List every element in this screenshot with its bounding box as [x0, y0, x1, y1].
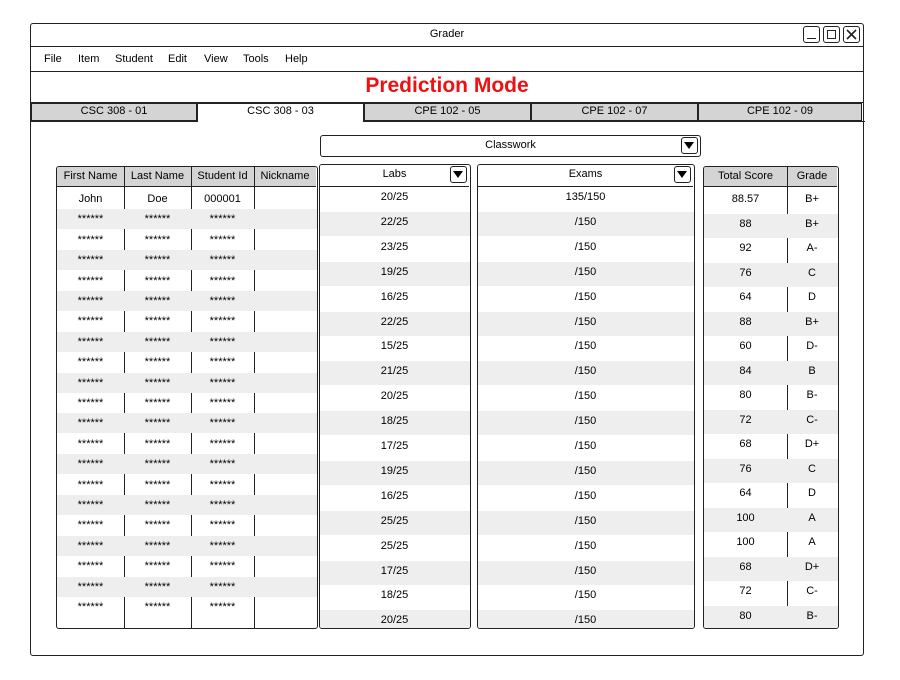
exams-cell[interactable]: /150 [574, 489, 597, 502]
total-score-cell: 72 [739, 413, 752, 426]
table-cell: ****** [77, 580, 104, 593]
table-cell: ****** [144, 580, 171, 593]
exams-cell[interactable]: /150 [574, 415, 597, 428]
table-cell: ****** [144, 315, 171, 328]
grade-cell: C [808, 462, 816, 475]
column-divider [254, 167, 255, 628]
table-cell: ****** [209, 233, 236, 246]
table-cell: ****** [209, 519, 236, 532]
total-score-cell: 100 [736, 536, 755, 548]
table-cell: ****** [209, 458, 236, 471]
exams-cell[interactable]: /150 [574, 265, 597, 278]
classwork-dropdown-label: Classwork [485, 139, 536, 151]
total-score-cell: 92 [739, 242, 752, 254]
table-cell: ****** [209, 335, 236, 348]
menu-tools[interactable]: Tools [243, 53, 269, 65]
table-cell: ****** [209, 274, 236, 287]
chevron-down-icon[interactable] [674, 166, 691, 183]
table-cell: ****** [144, 397, 171, 409]
table-cell: ****** [209, 601, 236, 613]
labs-dropdown-label: Labs [382, 168, 407, 180]
total-score-cell: 76 [739, 266, 752, 279]
total-score-cell: 84 [739, 364, 752, 377]
table-cell: ****** [144, 499, 171, 511]
labs-cell[interactable]: 17/25 [380, 564, 409, 577]
exams-cell[interactable]: /150 [574, 315, 597, 328]
total-score-cell: 80 [739, 389, 752, 401]
grade-cell: C- [806, 585, 818, 597]
chevron-down-icon[interactable] [681, 137, 698, 154]
mode-banner: Prediction Mode [31, 72, 863, 103]
tab-csc-308-01[interactable]: CSC 308 - 01 [31, 103, 197, 121]
exams-column [477, 164, 695, 629]
grade-cell: B- [806, 389, 818, 401]
grade-cell: B [808, 364, 816, 377]
table-cell: ****** [144, 437, 171, 450]
table-cell: ****** [209, 580, 236, 593]
table-cell: ****** [77, 417, 104, 430]
table-cell: ****** [77, 437, 104, 450]
table-cell: ****** [77, 315, 104, 328]
grade-cell: D+ [804, 560, 820, 573]
total-score-cell: 76 [739, 462, 752, 475]
labs-cell[interactable]: 25/25 [380, 514, 409, 527]
students-table [56, 166, 318, 629]
grade-cell: B+ [805, 315, 819, 328]
labs-dropdown[interactable] [320, 165, 469, 187]
exams-cell[interactable]: /150 [574, 589, 597, 602]
table-cell: ****** [144, 601, 171, 613]
table-cell: ****** [77, 335, 104, 348]
table-cell: ****** [209, 356, 236, 369]
column-header: First Name [57, 167, 124, 187]
labs-cell[interactable]: 20/25 [380, 390, 409, 403]
total-score-cell: 100 [736, 511, 755, 524]
menu-bar [31, 47, 863, 72]
maximize-icon[interactable] [823, 26, 840, 43]
table-cell: ****** [144, 356, 171, 369]
table-cell: ****** [77, 478, 104, 491]
labs-cell[interactable]: 20/25 [380, 614, 409, 627]
title-bar [31, 24, 863, 47]
grade-cell: C- [806, 413, 818, 426]
table-cell: ****** [77, 213, 104, 226]
table-cell: ****** [144, 478, 171, 491]
table-cell: ****** [77, 499, 104, 511]
table-cell: ****** [77, 376, 104, 389]
column-header: Total Score [704, 167, 787, 187]
menu-file[interactable]: File [44, 53, 62, 65]
table-cell: ****** [77, 519, 104, 532]
labs-cell[interactable]: 18/25 [380, 589, 409, 602]
labs-cell[interactable]: 22/25 [380, 215, 409, 228]
table-cell: ****** [144, 295, 171, 307]
menu-view[interactable]: View [204, 53, 228, 65]
exams-cell[interactable]: /150 [574, 464, 597, 477]
table-cell: ****** [209, 295, 236, 307]
total-score-cell: 60 [739, 340, 752, 352]
chevron-down-icon[interactable] [450, 166, 467, 183]
table-cell: 000001 [204, 193, 241, 205]
table-cell: ****** [77, 356, 104, 369]
grade-cell: B+ [805, 193, 819, 205]
table-cell: ****** [77, 560, 104, 573]
exams-cell[interactable]: /150 [574, 514, 597, 527]
table-cell: ****** [144, 539, 171, 552]
grade-cell: A [808, 511, 816, 524]
exams-cell[interactable]: /150 [574, 539, 597, 552]
table-cell: ****** [77, 233, 104, 246]
exams-cell[interactable]: /150 [574, 390, 597, 403]
total-score-cell: 72 [739, 585, 752, 597]
grade-cell: C [808, 266, 816, 279]
close-icon[interactable] [843, 26, 860, 43]
grade-cell: D [808, 291, 816, 303]
table-cell: ****** [209, 499, 236, 511]
scores-table [703, 166, 839, 629]
table-cell: ****** [77, 274, 104, 287]
table-cell: Doe [147, 193, 168, 205]
column-header: Last Name [124, 167, 191, 187]
table-cell: ****** [209, 376, 236, 389]
exams-cell[interactable]: /150 [574, 564, 597, 577]
window-title: Grader [429, 28, 465, 40]
table-cell: ****** [209, 478, 236, 491]
exams-cell[interactable]: /150 [574, 215, 597, 228]
table-cell: ****** [77, 397, 104, 409]
grade-cell: D+ [804, 438, 820, 450]
grade-cell: B- [806, 609, 818, 622]
table-cell: ****** [144, 560, 171, 573]
menu-edit[interactable]: Edit [168, 53, 187, 65]
grader-window [30, 23, 864, 656]
total-score-cell: 68 [739, 438, 752, 450]
menu-student[interactable]: Student [115, 53, 153, 65]
tab-cpe-102-09[interactable]: CPE 102 - 09 [698, 103, 862, 121]
column-header: Nickname [254, 167, 316, 187]
table-cell: ****** [144, 458, 171, 471]
tab-cpe-102-07[interactable]: CPE 102 - 07 [531, 103, 698, 121]
table-cell: ****** [144, 233, 171, 246]
table-cell: ****** [144, 417, 171, 430]
column-header: Grade [787, 167, 837, 187]
exams-cell[interactable]: 135/150 [565, 191, 606, 203]
table-cell: ****** [209, 417, 236, 430]
table-cell: ****** [209, 213, 236, 226]
table-cell: ****** [77, 295, 104, 307]
total-score-cell: 68 [739, 560, 752, 573]
table-cell: ****** [209, 539, 236, 552]
labs-cell[interactable]: 17/25 [380, 440, 409, 452]
labs-cell[interactable]: 15/25 [380, 340, 409, 353]
menu-item[interactable]: Item [78, 53, 100, 65]
grade-cell: D- [806, 340, 818, 352]
tab-csc-308-03[interactable]: CSC 308 - 03 [197, 103, 364, 122]
table-cell: ****** [144, 335, 171, 348]
total-score-cell: 88 [739, 315, 752, 328]
divider [364, 121, 865, 122]
labs-cell[interactable]: 23/25 [380, 240, 409, 253]
divider [31, 121, 197, 122]
exams-cell[interactable]: /150 [574, 365, 597, 378]
exams-dropdown[interactable] [478, 165, 693, 187]
exams-cell[interactable]: /150 [574, 340, 597, 353]
exams-cell[interactable]: /150 [574, 440, 597, 452]
labs-cell[interactable]: 19/25 [380, 265, 409, 278]
table-cell: ****** [144, 274, 171, 287]
labs-cell[interactable]: 18/25 [380, 415, 409, 428]
exams-cell[interactable]: /150 [574, 614, 597, 627]
labs-column [319, 164, 471, 629]
labs-cell[interactable]: 16/25 [380, 489, 409, 502]
table-cell: ****** [209, 254, 236, 267]
table-cell: ****** [77, 254, 104, 267]
table-cell: ****** [77, 458, 104, 471]
table-cell: ****** [209, 437, 236, 450]
labs-cell[interactable]: 21/25 [380, 365, 409, 378]
total-score-cell: 88 [739, 217, 752, 230]
labs-cell[interactable]: 25/25 [380, 539, 409, 552]
table-cell: ****** [209, 560, 236, 573]
table-cell: ****** [144, 213, 171, 226]
labs-cell[interactable]: 16/25 [380, 290, 409, 303]
table-cell: ****** [77, 601, 104, 613]
exams-cell[interactable]: /150 [574, 290, 597, 303]
table-cell: John [78, 193, 103, 205]
grade-cell: B+ [805, 217, 819, 230]
total-score-cell: 80 [739, 609, 752, 622]
tab-cpe-102-05[interactable]: CPE 102 - 05 [364, 103, 531, 121]
table-cell: ****** [144, 254, 171, 267]
table-cell: ****** [144, 519, 171, 532]
grade-cell: A [808, 536, 816, 548]
grade-cell: D [808, 487, 816, 499]
table-cell: ****** [77, 539, 104, 552]
minimize-icon[interactable] [803, 26, 820, 43]
classwork-dropdown[interactable] [320, 135, 701, 157]
labs-cell[interactable]: 22/25 [380, 315, 409, 328]
menu-help[interactable]: Help [285, 53, 308, 65]
exams-dropdown-label: Exams [568, 168, 603, 180]
grade-cell: A- [806, 242, 818, 254]
table-cell: ****** [144, 376, 171, 389]
table-cell: ****** [209, 315, 236, 328]
total-score-cell: 64 [739, 291, 752, 303]
total-score-cell: 64 [739, 487, 752, 499]
table-cell: ****** [209, 397, 236, 409]
column-header: Student Id [191, 167, 254, 187]
labs-cell[interactable]: 20/25 [380, 191, 409, 203]
labs-cell[interactable]: 19/25 [380, 464, 409, 477]
total-score-cell: 88.57 [731, 193, 760, 205]
exams-cell[interactable]: /150 [574, 240, 597, 253]
